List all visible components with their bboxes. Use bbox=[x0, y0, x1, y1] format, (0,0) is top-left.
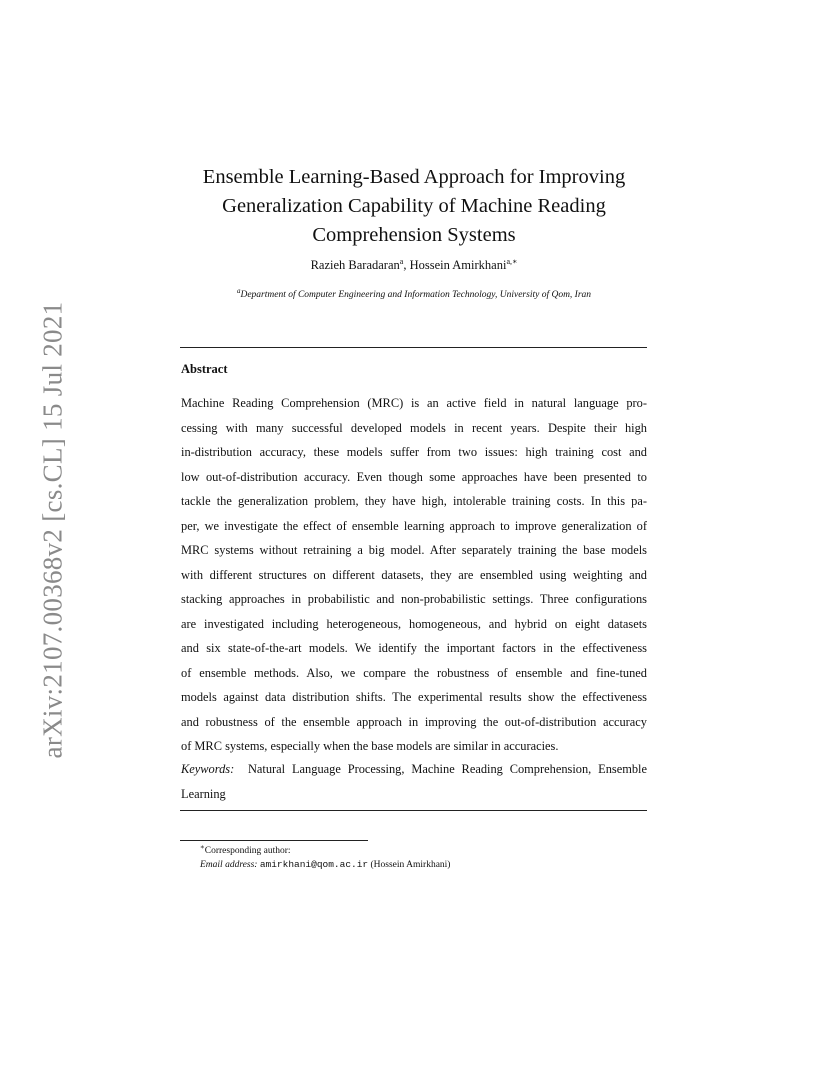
abstract-line: models against data distribution shifts. The experimental results show the effectiveness bbox=[181, 690, 647, 704]
abstract-top-rule bbox=[180, 347, 647, 348]
footnote bbox=[200, 842, 451, 872]
footnote-rule bbox=[180, 840, 368, 841]
arxiv-identifier-text: arXiv:2107.00368v2 [cs.CL] 15 Jul 2021 bbox=[37, 301, 68, 759]
footnote-mark: ∗ bbox=[200, 842, 205, 851]
abstract-line: per, we investigate the effect of ensemble learning approach to improve generalization of bbox=[181, 518, 647, 533]
abstract-line: tackle the generalization problem, they have high, intolerable training costs. In this pa- bbox=[181, 494, 647, 508]
affiliation-mark: a bbox=[236, 286, 241, 295]
arxiv-identifier-stamp bbox=[33, 300, 73, 760]
abstract-body bbox=[181, 391, 647, 759]
abstract-line: in-distribution accuracy, these models suffer from two issues: high training cost and bbox=[181, 445, 647, 459]
author-name: Hossein Amirkhani bbox=[409, 258, 507, 272]
keywords-label: Keywords: bbox=[181, 762, 235, 776]
abstract-line: and six state-of-the-art models. We identify the important factors in the effectiveness bbox=[181, 641, 647, 655]
email-line bbox=[200, 858, 450, 872]
abstract-line: stacking approaches in probabilistic and non-probabilistic settings. Three configurations bbox=[181, 592, 647, 606]
abstract-line: cessing with many successful developed models in recent years. Despite their high bbox=[181, 420, 647, 435]
email-link[interactable]: amirkhani@qom.ac.ir bbox=[259, 859, 369, 870]
corresponding-author-label: Corresponding author: bbox=[204, 846, 291, 856]
abstract-line: low out-of-distribution accuracy. Even though some approaches have been presented to bbox=[181, 469, 647, 484]
abstract-line: with different structures on different datasets, they are ensembled using weighting and bbox=[181, 567, 647, 582]
keywords-section bbox=[181, 757, 647, 806]
corresponding-author-note bbox=[200, 842, 450, 858]
email-label: Email address: bbox=[200, 860, 258, 870]
abstract-line: Machine Reading Comprehension (MRC) is an active field in natural language pro- bbox=[181, 396, 647, 410]
abstract-heading: Abstract bbox=[181, 362, 228, 376]
abstract-line: MRC systems without retraining a big model. After separately training the base models bbox=[181, 543, 647, 557]
title-line-1: Ensemble Learning-Based Approach for Improving bbox=[202, 166, 626, 188]
abstract-line: of ensemble methods. Also, we compare the robustness of ensemble and fine-tuned bbox=[181, 665, 647, 680]
author-list bbox=[150, 258, 678, 273]
author-separator: , bbox=[403, 258, 410, 272]
keywords-text: Natural Language Processing, Machine Reading Comprehension, Ensemble bbox=[247, 762, 647, 776]
title-line-3: Comprehension Systems bbox=[312, 224, 516, 246]
affiliation-text: Department of Computer Engineering and Information Technology, University of Qom, Iran bbox=[240, 290, 592, 300]
title-line-2: Generalization Capability of Machine Reading bbox=[222, 195, 606, 217]
author-name: Razieh Baradaran bbox=[310, 258, 400, 272]
affiliation-mark: a bbox=[399, 256, 404, 266]
abstract-line: are investigated including heterogeneous, homogeneous, and hybrid on eight datasets bbox=[181, 616, 647, 631]
affiliation bbox=[150, 286, 678, 300]
keywords-line: Learning bbox=[181, 786, 226, 801]
affiliation-mark: a,∗ bbox=[506, 256, 518, 266]
abstract-line: of MRC systems, especially when the base models are similar in accuracies. bbox=[181, 739, 559, 753]
paper-title bbox=[150, 163, 678, 250]
abstract-bottom-rule bbox=[180, 810, 647, 811]
email-owner: (Hossein Amirkhani) bbox=[370, 860, 451, 870]
keywords-line bbox=[181, 757, 647, 782]
abstract-line: and robustness of the ensemble approach in improving the out-of-distribution accuracy bbox=[181, 714, 647, 729]
